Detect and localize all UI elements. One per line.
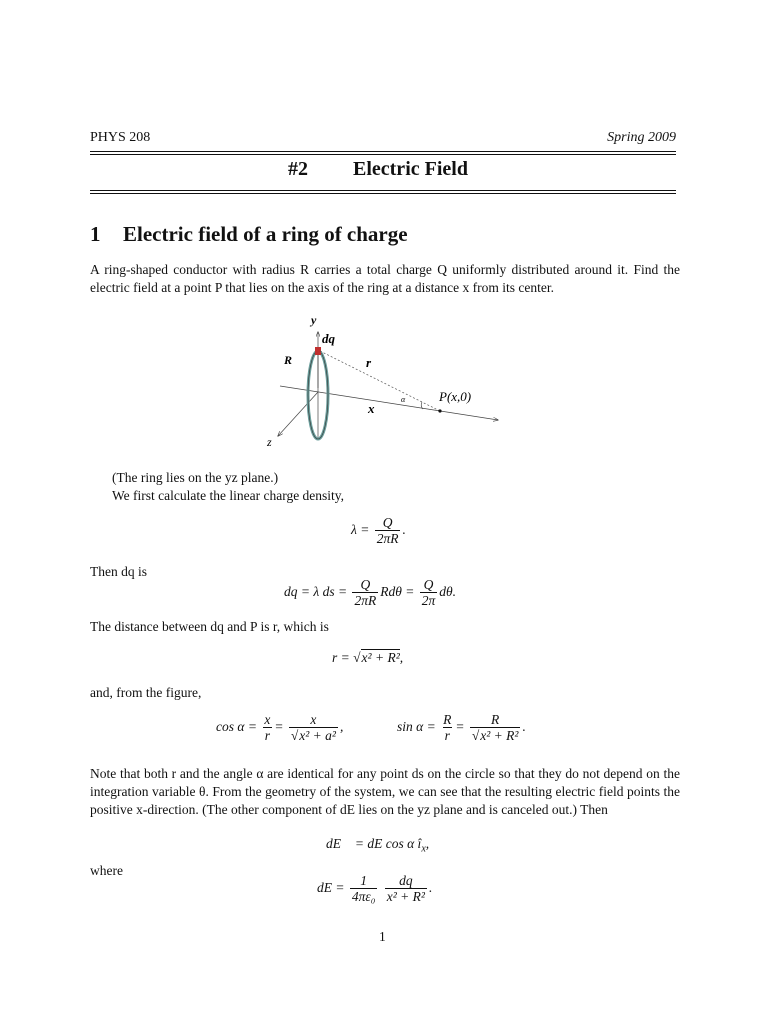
equation-cos: cos α = $\frac{x}{r}$ = $\frac{x}{\text{√x² + a²}}$ , bbox=[216, 712, 344, 743]
label-P: P(x,0) bbox=[439, 389, 472, 404]
course-label: PHYS 208 bbox=[90, 130, 151, 145]
header-rule-top-1 bbox=[90, 151, 676, 152]
linear-density-intro: We first calculate the linear charge density, bbox=[112, 488, 345, 503]
label-r: r bbox=[366, 355, 372, 370]
header-rule-top-2 bbox=[90, 154, 676, 155]
then-dq-text: Then dq is bbox=[90, 564, 147, 579]
note-paragraph: Note that both r and the angle α are identical for any point ds on the circle so that they do not depend on the integration variable θ. From the geometry of the system, we can see that the resulting electric field points the positive x-direction. (The other component of dE lies on the yz plane and is canceled out.) Then bbox=[90, 766, 680, 817]
label-R: R bbox=[284, 353, 293, 367]
distance-text: The distance between dq and P is r, which is bbox=[90, 619, 329, 634]
ring-figure bbox=[260, 308, 510, 453]
equation-dq: dq = λ ds = $\frac{Q}{2\pi R}$ Rdθ = $\frac{Q}{2\pi}$ dθ. bbox=[284, 577, 456, 608]
label-alpha: α bbox=[401, 395, 406, 404]
label-z: z bbox=[267, 435, 272, 449]
label-x: x bbox=[368, 401, 375, 416]
header-rule-bottom-1 bbox=[90, 190, 676, 191]
ring-plane-note: (The ring lies on the yz plane.) bbox=[112, 470, 279, 485]
equation-sin: sin α = $\frac{R}{r}$ = $\frac{R}{\text{√x² + R²}}$ . bbox=[397, 712, 526, 743]
handout-number: #2 bbox=[288, 158, 308, 180]
page-number: 1 bbox=[379, 929, 386, 944]
term-label: Spring 2009 bbox=[607, 130, 676, 145]
section-number: 1 bbox=[90, 222, 101, 246]
header-rule-bottom-2 bbox=[90, 193, 676, 194]
problem-paragraph: A ring-shaped conductor with radius R carries a total charge Q uniformly distributed around it. Find the electric field at a point P that lies on the axis of the ring at a distance x from its center. bbox=[90, 262, 680, 295]
point-p bbox=[438, 409, 441, 412]
handout-title: Electric Field bbox=[353, 158, 468, 180]
label-y: y bbox=[311, 313, 317, 327]
equation-dE-vector: dE⃗ = dE cos α $î_x$, bbox=[326, 836, 430, 855]
equation-r: r = √x² + R², bbox=[332, 650, 404, 665]
equation-dE: dE = $\frac{1}{\text{4πε₀}}$ $\frac{dq}{\text{x² + R²}}$ . bbox=[317, 873, 433, 904]
section-title: Electric field of a ring of charge bbox=[123, 222, 408, 246]
where-text: where bbox=[90, 863, 123, 878]
label-dq: dq bbox=[322, 331, 335, 346]
equation-lambda: λ = $\frac{Q}{2\pi R}$ . bbox=[351, 515, 406, 546]
from-figure-text: and, from the figure, bbox=[90, 685, 202, 700]
